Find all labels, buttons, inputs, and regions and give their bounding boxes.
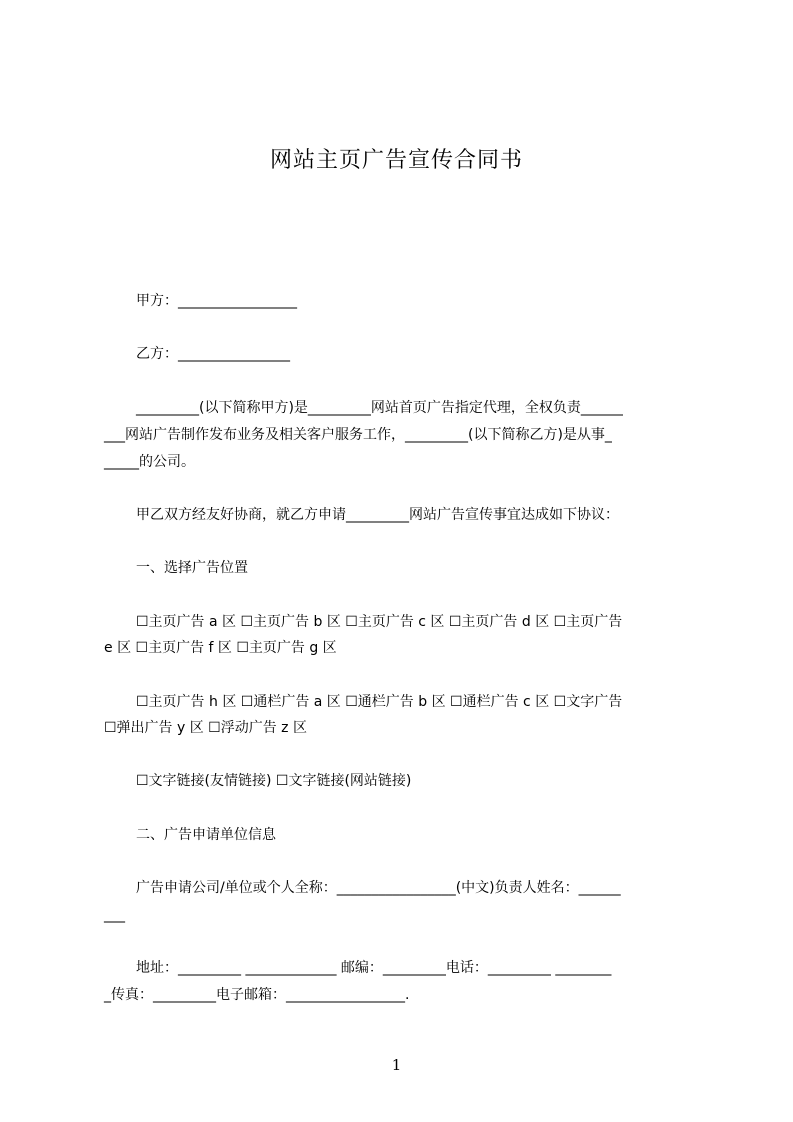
applicant-line-1: 广告申请公司/单位或个人全称：_________________(中文)负责人姓名：______ [136, 880, 621, 896]
page-number: 1 [391, 1056, 402, 1074]
section-2-heading: 二、广告申请单位信息 [136, 827, 276, 843]
ad-options-line-1: ☐主页广告 a 区 ☐主页广告 b 区 ☐主页广告 c 区 ☐主页广告 d 区 ☐主页广告 [136, 614, 623, 630]
ad-options-line-3: ☐主页广告 h 区 ☐通栏广告 a 区 ☐通栏广告 b 区 ☐通栏广告 c 区 ☐文字广告 [136, 694, 623, 710]
intro-line-2: ___网站广告制作发布业务及相关客户服务工作，_________(以下简称乙方)是从事_ [104, 427, 612, 443]
intro-line-1: _________(以下简称甲方)是_________网站首页广告指定代理，全权负责______ [136, 400, 623, 416]
party-a-line: 甲方：_________________ [136, 293, 297, 309]
ad-options-line-2: e 区 ☐主页广告 f 区 ☐主页广告 g 区 [104, 640, 337, 656]
ad-options-line-4: ☐弹出广告 y 区 ☐浮动广告 z 区 [104, 720, 307, 736]
address-line-2: _传真：_________电子邮箱：_________________. [104, 987, 410, 1003]
applicant-line-2: ___ [104, 907, 125, 923]
text-link-options: ☐文字链接(友情链接) ☐文字链接(网站链接) [136, 773, 412, 789]
agreement-line: 甲乙双方经友好协商，就乙方申请_________网站广告宣传事宜达成如下协议： [136, 507, 619, 523]
address-line-1: 地址：_________ _____________ 邮编：_________电话：_________ ________ [136, 960, 612, 976]
party-b-line: 乙方：________________ [136, 346, 290, 362]
document-title: 网站主页广告宣传合同书 [269, 148, 523, 173]
intro-line-3: _____的公司。 [104, 454, 195, 470]
section-1-heading: 一、选择广告位置 [136, 560, 248, 576]
